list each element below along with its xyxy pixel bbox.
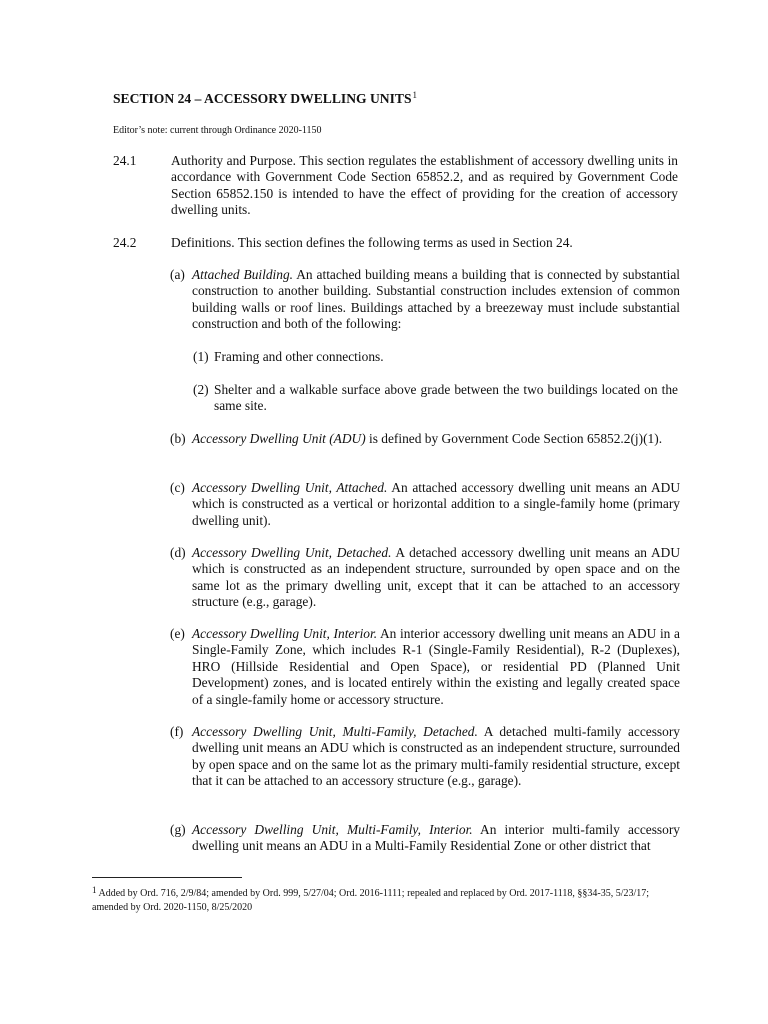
subitem-text: Framing and other connections.	[214, 349, 384, 364]
definition-item-adu-multifamily-detached	[170, 724, 680, 790]
definition-label: (b)	[170, 431, 186, 446]
definition-label: (c)	[170, 480, 185, 495]
definition-text: An interior accessory dwelling unit means an ADU in a Single-Family Zone, which includes R-1 (Single-Family Residential), R-2 (Duplexes), HRO (Hillside Residential and Open Space), or residential PD (Planned Unit Development) zones, and is located entirely within the existing and legally created space of a single-family home or accessory structure.	[192, 626, 680, 707]
footnote-divider	[92, 877, 242, 878]
subitem-framing	[193, 349, 678, 365]
definition-item-adu	[170, 431, 680, 447]
definition-label: (e)	[170, 626, 185, 641]
subitem-label: (2)	[193, 382, 209, 397]
definition-item-adu-attached	[170, 480, 680, 529]
subitem-label: (1)	[193, 349, 209, 364]
definition-label: (g)	[170, 822, 186, 837]
definition-term: Attached Building.	[192, 267, 294, 282]
definition-item-adu-multifamily-interior	[170, 822, 680, 855]
definition-label: (f)	[170, 724, 184, 739]
definition-label: (a)	[170, 267, 185, 282]
definition-text: An attached building means a building that is connected by substantial construction to another building. Substantial construction includes extension of common building walls or roof lines. Buildings attached by a breezeway must include substantial construction and both of the following:	[192, 267, 680, 332]
definition-text: A detached accessory dwelling unit means an ADU which is constructed as an independent structure, surrounded by open space and on the same lot as the primary dwelling unit, except that it can be attached to an accessory structure (e.g., garage).	[192, 545, 680, 610]
section-title-text: SECTION 24 – ACCESSORY DWELLING UNITS	[113, 91, 412, 106]
section-text-24-2: Definitions. This section defines the following terms as used in Section 24.	[171, 235, 573, 250]
editor-note: Editor’s note: current through Ordinance 2020-1150	[113, 125, 322, 136]
definition-term: Accessory Dwelling Unit, Attached.	[192, 480, 388, 495]
definition-text: An interior multi-family accessory dwelling unit means an ADU in a Multi-Family Residential Zone or other district that	[192, 822, 680, 854]
section-text-24-1: Authority and Purpose. This section regulates the establishment of accessory dwelling units in accordance with Government Code Section 65852.2, and as required by Government Code Section 65852.150 is intended to have the effect of providing for the creation of accessory dwelling units.	[171, 153, 678, 218]
footnote-mark: 1	[92, 885, 97, 895]
footnote-reference[interactable]: 1	[412, 90, 418, 100]
definition-item-adu-interior	[170, 626, 680, 708]
subitem-text: Shelter and a walkable surface above grade between the two buildings located on the same site.	[214, 382, 678, 414]
definition-item-adu-detached	[170, 545, 680, 611]
definition-text: A detached multi-family accessory dwelling unit means an ADU which is constructed as an independent structure, surrounded by open space and on the same lot as the primary multi-family residential structure, except that it can be attached to an accessory structure (e.g., garage).	[192, 724, 680, 789]
definition-label: (d)	[170, 545, 186, 560]
definition-term: Accessory Dwelling Unit, Detached.	[192, 545, 392, 560]
section-title	[113, 90, 417, 107]
footnote	[92, 884, 678, 914]
section-number-24-2: 24.2	[113, 235, 137, 250]
definition-term: Accessory Dwelling Unit, Interior.	[192, 626, 378, 641]
definition-term: Accessory Dwelling Unit, Multi-Family, Interior.	[192, 822, 473, 837]
definition-text: is defined by Government Code Section 65852.2(j)(1).	[365, 431, 663, 446]
section-number-24-1: 24.1	[113, 153, 137, 168]
definition-term: Accessory Dwelling Unit (ADU)	[192, 431, 366, 446]
definition-item-attached-building	[170, 267, 680, 333]
footnote-text: Added by Ord. 716, 2/9/84; amended by Ord. 999, 5/27/04; Ord. 2016-1111; repealed and replaced by Ord. 2017-1118, §§34-35, 5/23/17; amended by Ord. 2020-1150, 8/25/2020	[92, 888, 650, 913]
definition-term: Accessory Dwelling Unit, Multi-Family, Detached.	[192, 724, 478, 739]
definition-text: An attached accessory dwelling unit means an ADU which is constructed as a vertical or horizontal addition to a single-family home (primary dwelling unit).	[192, 480, 680, 528]
subitem-shelter	[193, 382, 678, 415]
